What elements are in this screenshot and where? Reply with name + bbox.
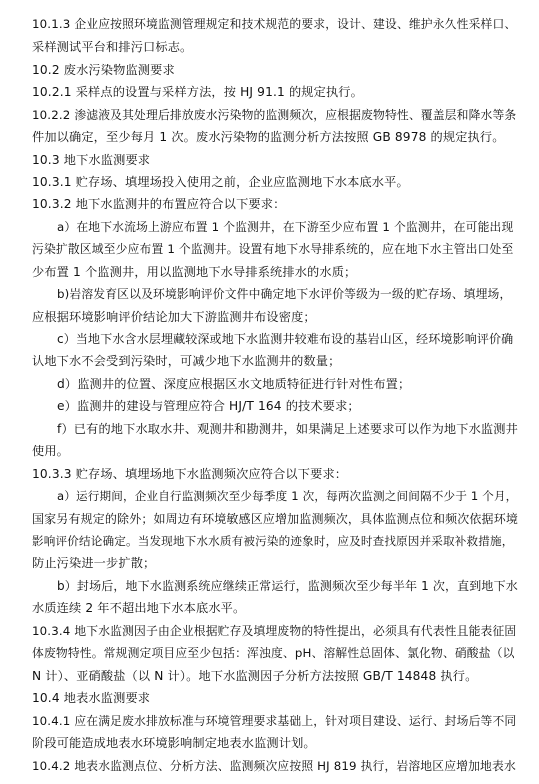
- list-item: b)岩溶发育区以及环境影响评价文件中确定地下水评价等级为一级的贮存场、填埋场，: [57, 287, 512, 301]
- text-line: 认地下水不会受到污染时，可减少地下水监测井的数量；: [32, 354, 341, 368]
- text-line: 10.4.2 地表水监测点位、分析方法、监测频次应按照 HJ 819 执行，岩溶地区应增加地表水: [32, 759, 516, 773]
- text-line: 使用。: [32, 444, 70, 458]
- list-item: d）监测井的位置、深度应根据区水文地质特征进行针对性布置；: [57, 377, 411, 391]
- text-line: 影响评价结论确定。当发现地下水水质有被污染的迹象时，应及时查找原因并采取补救措施，: [32, 534, 514, 548]
- text-line: 体废物特性。常规测定项目应至少包括：浑浊度、pH、溶解性总固体、氯化物、硝酸盐（以: [32, 646, 515, 660]
- text-line: 污染扩散区域至少应布置 1 个监测井。设置有地下水导排系统的，应在地下水主管出口处至: [32, 242, 514, 256]
- text-line: 10.1.3 企业应按照环境监测管理规定和技术规范的要求，设计、建设、维护永久性采样口、: [32, 17, 517, 31]
- section-heading: 10.3 地下水监测要求: [32, 153, 151, 167]
- list-item: f）已有的地下水取水井、观测井和勘测井，如果满足上述要求可以作为地下水监测井: [57, 422, 518, 436]
- text-line: 10.2.1 采样点的设置与采样方法，按 HJ 91.1 的规定执行。: [32, 85, 363, 99]
- text-line: 水质连续 2 年不超出地下水本底水平。: [32, 601, 246, 615]
- list-item: c）当地下水含水层埋藏较深或地下水监测井较难布设的基岩山区，经环境影响评价确: [57, 332, 514, 346]
- text-line: 10.4.1 应在满足废水排放标准与环境管理要求基础上，针对项目建设、运行、封场后等不同: [32, 714, 517, 728]
- section-heading: 10.4 地表水监测要求: [32, 691, 151, 705]
- text-line: 10.2.2 渗滤液及其处理后排放废水污染物的监测频次，应根据废物特性、覆盖层和降水等条: [32, 108, 517, 122]
- text-line: 10.3.4 地下水监测因子由企业根据贮存及填埋废物的特性提出，必须具有代表性且能表征固: [32, 624, 517, 638]
- list-item: b）封场后，地下水监测系统应继续正常运行，监测频次至少每半年 1 次，直到地下水: [57, 579, 518, 593]
- text-line: N 计）、亚硝酸盐（以 N 计）。地下水监测因子分析方法按照 GB/T 14848 执行。: [32, 669, 478, 683]
- text-line: 少布置 1 个监测井，用以监测地下水导排系统排水的水质；: [32, 265, 357, 279]
- text-line: 阶段可能造成地表水环境影响制定地表水监测计划。: [32, 736, 316, 750]
- section-heading: 10.2 废水污染物监测要求: [32, 63, 175, 77]
- text-line: 10.3.3 贮存场、填埋场地下水监测频次应符合以下要求：: [32, 467, 348, 481]
- text-line: 件加以确定，至少每月 1 次。废水污染物的监测分析方法按照 GB 8978 的规定执行。: [32, 130, 505, 144]
- text-line: 采样测试平台和排污口标志。: [32, 40, 193, 54]
- text-line: 10.3.1 贮存场、填埋场投入使用之前，企业应监测地下水本底水平。: [32, 175, 409, 189]
- text-line: 防止污染进一步扩散；: [32, 556, 156, 570]
- list-item: a）在地下水流场上游应布置 1 个监测井，在下游至少应布置 1 个监测井，在可能出现: [57, 220, 514, 234]
- list-item: a）运行期间，企业自行监测频次至少每季度 1 次，每两次监测之间间隔不少于 1 个月，: [57, 489, 518, 503]
- list-item: e）监测井的建设与管理应符合 HJ/T 164 的技术要求；: [57, 399, 360, 413]
- text-line: 应根据环境影响评价结论加大下游监测井布设密度；: [32, 310, 316, 324]
- text-line: 国家另有规定的除外；如周边有环境敏感区应增加监测频次，具体监测点位和频次依据环境: [32, 512, 519, 526]
- text-line: 10.3.2 地下水监测井的布置应符合以下要求：: [32, 197, 286, 211]
